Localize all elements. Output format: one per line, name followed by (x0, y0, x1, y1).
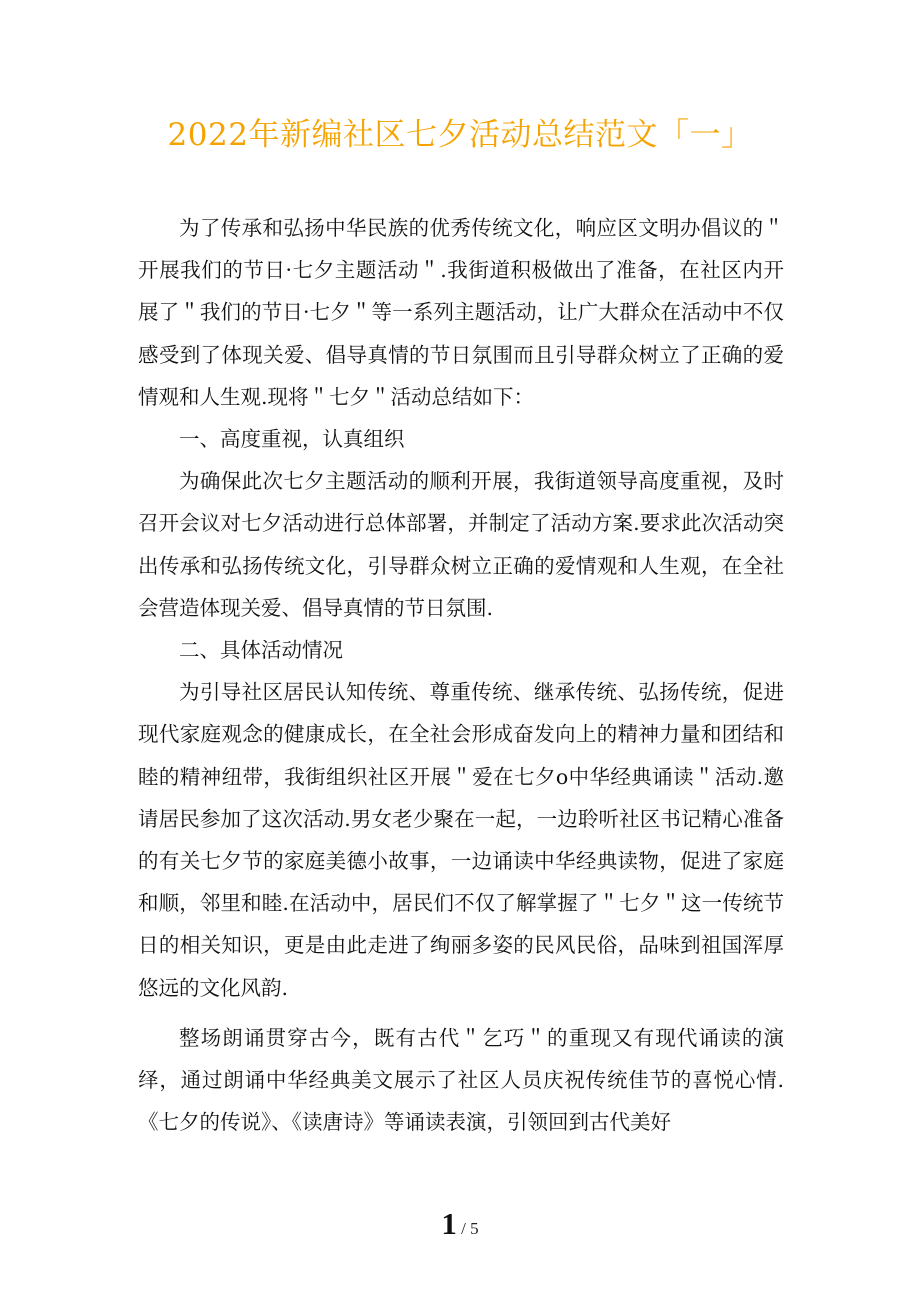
page-number (0, 1206, 920, 1242)
section-1-paragraph: 为确保此次七夕主题活动的顺利开展，我街道领导高度重视，及时召开会议对七夕活动进行总体部署，并制定了活动方案.要求此次活动突出传承和弘扬传统文化，引导群众树立正确的爱情观和人生观，在全社会营造体现关爱、倡导真情的节日氛围. (138, 469, 784, 620)
page-title: 2022年新编社区七夕活动总结范文「一」 (167, 117, 753, 153)
document-body (138, 207, 784, 1143)
section-heading-2: 二、具体活动情况 (179, 638, 343, 663)
page-total: / 5 (456, 1219, 479, 1238)
intro-paragraph: 为了传承和弘扬中华民族的优秀传统文化，响应区文明办倡议的＂开展我们的节日·七夕主题活动＂.我街道积极做出了准备，在社区内开展了＂我们的节日·七夕＂等一系列主题活动，让广大群众在活动中不仅感受到了体现关爱、倡导真情的节日氛围而且引导群众树立了正确的爱情观和人生观.现将＂七夕＂活动总结如下： (138, 216, 784, 409)
page-current: 1 (441, 1206, 457, 1241)
section-2-paragraph-2: 整场朗诵贯穿古今，既有古代＂乞巧＂的重现又有现代诵读的演绎，通过朗诵中华经典美文展示了社区人员庆祝传统佳节的喜悦心情.《七夕的传说》、《读唐诗》等诵读表演，引领回到古代美好 (138, 1025, 784, 1135)
section-2-paragraph: 为引导社区居民认知传统、尊重传统、继承传统、弘扬传统，促进现代家庭观念的健康成长，在全社会形成奋发向上的精神力量和团结和睦的精神纽带，我街组织社区开展＂爱在七夕o中华经典诵读＂活动.邀请居民参加了这次活动.男女老少聚在一起，一边聆听社区书记精心准备的有关七夕节的家庭美德小故事，一边诵读中华经典读物，促进了家庭和顺，邻里和睦.在活动中，居民们不仅了解掌握了＂七夕＂这一传统节日的相关知识，更是由此走进了绚丽多姿的民风民俗，品味到祖国浑厚悠远的文化风韵. (138, 680, 784, 1000)
paragraph-gap (138, 1009, 784, 1017)
section-heading-1: 一、高度重视，认真组织 (179, 427, 405, 452)
